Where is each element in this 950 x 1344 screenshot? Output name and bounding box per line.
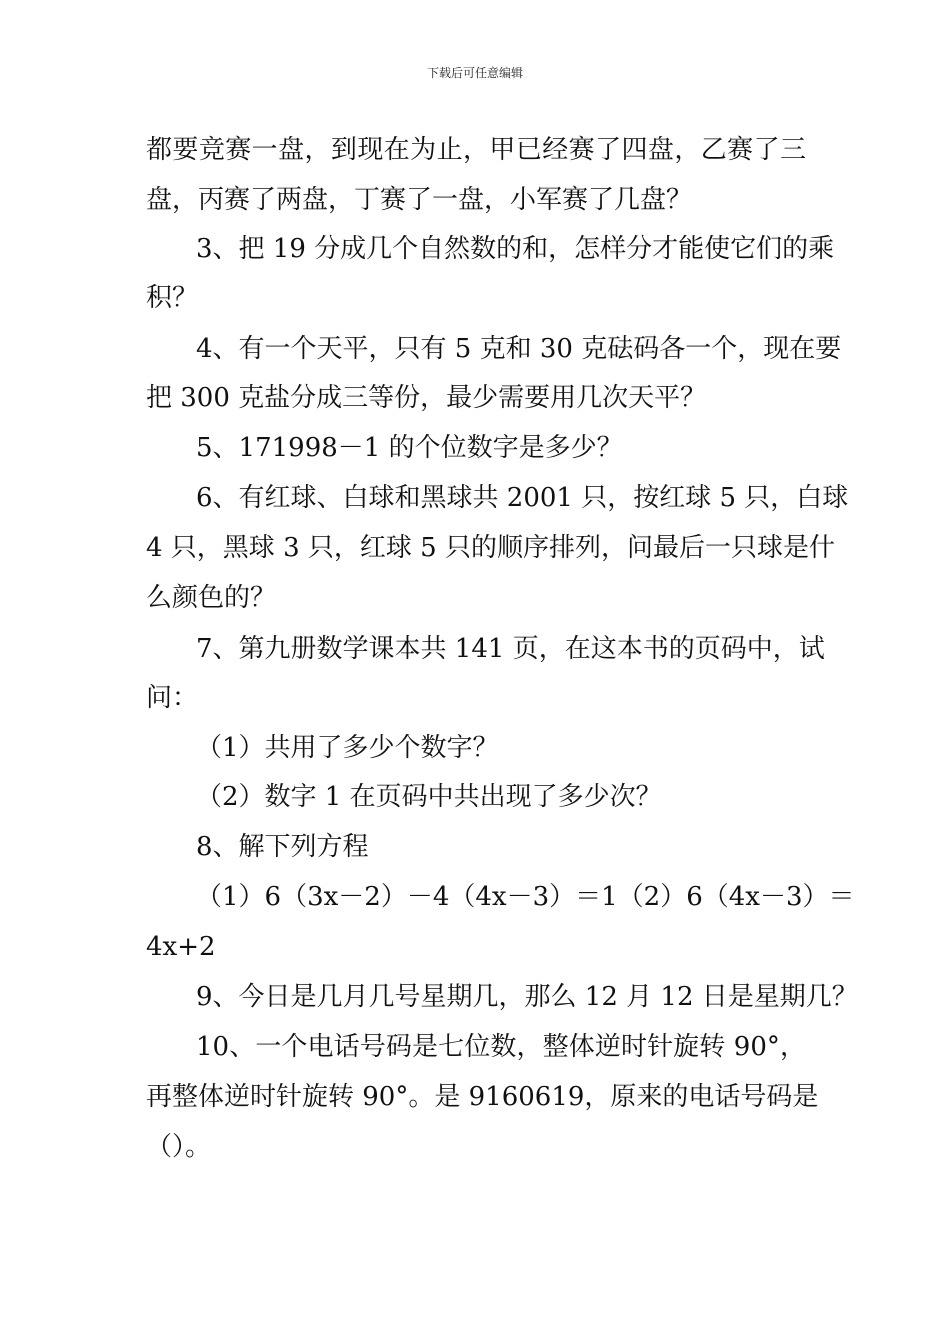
question-4-line-2: 把 300 克盐分成三等份，最少需要用几次天平？ [146, 383, 707, 413]
question-10-line-2: 再整体逆时针旋转 90°。是 9160619，原来的电话号码是 [146, 1082, 819, 1112]
question-7-line-2: 问： [146, 683, 199, 713]
question-4-line-1: 4、有一个天平，只有 5 克和 30 克砝码各一个，现在要 [196, 334, 842, 364]
text-line-1: 都要竞赛一盘，到现在为止，甲已经赛了四盘，乙赛了三 [146, 135, 806, 165]
text-line-2: 盘，丙赛了两盘，丁赛了一盘，小军赛了几盘？ [146, 185, 693, 215]
question-7-line-1: 7、第九册数学课本共 141 页，在这本书的页码中，试 [196, 634, 825, 664]
question-10-line-3: （）。 [146, 1132, 212, 1162]
question-6-line-3: 么颜色的？ [146, 583, 277, 613]
question-10-line-1: 10、一个电话号码是七位数，整体逆时针旋转 90°， [196, 1032, 806, 1062]
question-5: 5、171998－1 的个位数字是多少？ [196, 433, 623, 463]
question-7-sub-1: （1）共用了多少个数字？ [196, 733, 499, 763]
question-9: 9、今日是几月几号星期几，那么 12 月 12 日是星期几？ [196, 982, 858, 1012]
question-7-sub-2: （2）数字 1 在页码中共出现了多少次？ [196, 782, 662, 812]
question-8-equations-line-2: 4x+2 [146, 932, 216, 962]
question-8-equations-line-1: （1）6（3x－2）－4（4x－3）＝1（2）6（4x－3）＝ [196, 882, 855, 912]
question-6-line-2: 4 只，黑球 3 只，红球 5 只的顺序排列，问最后一只球是什 [146, 533, 835, 563]
question-3-line-1: 3、把 19 分成几个自然数的和，怎样分才能使它们的乘 [196, 234, 835, 264]
page-header: 下载后可任意编辑 [426, 66, 523, 80]
question-6-line-1: 6、有红球、白球和黑球共 2001 只，按红球 5 只，白球 [196, 483, 849, 513]
question-8: 8、解下列方程 [196, 832, 369, 862]
question-3-line-2: 积？ [146, 283, 199, 313]
